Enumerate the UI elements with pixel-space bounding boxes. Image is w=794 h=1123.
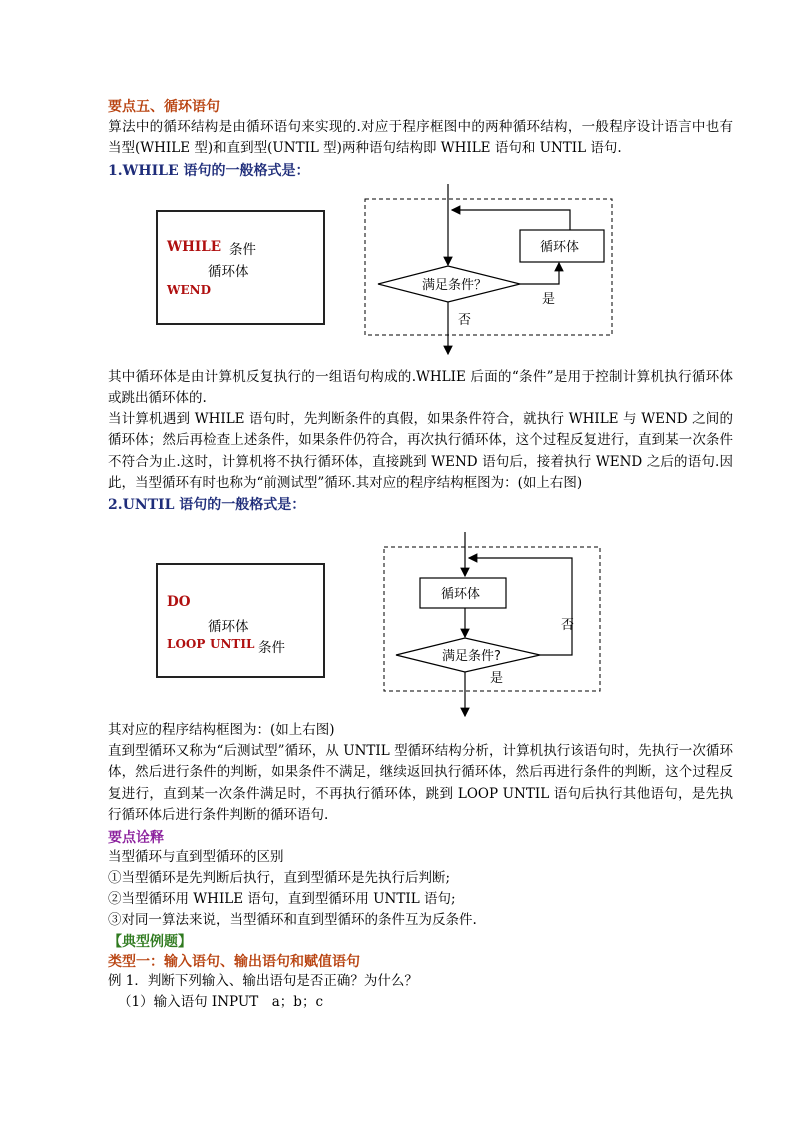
while-loop-body-label: 循环体 — [540, 240, 580, 255]
while-condition-label: 满足条件？ — [422, 278, 488, 293]
while-back-arrow — [452, 210, 570, 230]
until-loop-body-label: 循环体 — [441, 587, 481, 602]
example-type-1: 类型一：输入语句、输出语句和赋值语句 — [108, 954, 360, 970]
while-keyword: WHILE — [167, 239, 222, 255]
key-points-subtitle: 当型循环与直到型循环的区别 — [108, 849, 284, 865]
loop-keyword: LOOP — [167, 637, 206, 651]
until-yes-label: 是 — [490, 671, 504, 686]
until-condition-label: 满足条件? — [442, 649, 501, 664]
while-yes-label: 是 — [542, 292, 556, 307]
do-keyword: DO — [167, 594, 191, 610]
key-point-item: ③对同一算法来说，当型循环和直到型循环的条件互为反条件. — [108, 912, 477, 928]
while-para-1 — [108, 367, 733, 410]
while-dashed-frame — [365, 199, 612, 335]
key-points-title: 要点诠释 — [108, 830, 164, 846]
until-no-label: 否 — [561, 618, 575, 633]
until-keyword: UNTIL — [210, 637, 255, 651]
until-loop-body: 循环体 — [208, 619, 249, 635]
section-title: 要点五、循环语句 — [108, 99, 220, 115]
example-1-item-1: （1）输入语句 INPUT a；b；c — [118, 994, 324, 1010]
key-point-item: ①当型循环是先判断后执行，直到型循环是先执行后判断; — [108, 870, 451, 886]
until-condition: 条件 — [258, 640, 285, 656]
section-intro — [108, 117, 733, 160]
while-para-2-text: 当计算机遇到 WHILE 语句时，先判断条件的真假，如果条件符合，就执行 WHILE 与 WEND 之间的循环体；然后再检查上述条件，如果条件仍符合，再次执行循环体，这个过程反复进行，直到某一次条件不符合为止.这时，计算机将不执行循环体，直接跳到 WEND 语句后，接着执行 WEND 之后的语句.因此，当型循环有时也称为“前测试型”循环.其对应的程序结构框图为：(如上右图) — [108, 411, 733, 491]
while-flowchart — [360, 180, 620, 360]
examples-title: 【典型例题】 — [108, 934, 192, 950]
until-flowchart — [378, 530, 608, 720]
key-point-item: ②当型循环用 WHILE 语句，直到型循环用 UNTIL 语句; — [108, 891, 456, 907]
while-heading: 1.WHILE 语句的一般格式是： — [108, 163, 310, 179]
wend-keyword: WEND — [167, 283, 211, 297]
while-code-box — [156, 210, 325, 325]
while-no-label: 否 — [458, 313, 472, 328]
while-yes-arrow — [520, 263, 559, 284]
while-loop-body: 循环体 — [208, 264, 249, 280]
while-condition: 条件 — [229, 242, 256, 258]
section-intro-text: 算法中的循环结构是由循环语句来实现的.对应于程序框图中的两种循环结构，一般程序设计语言中也有当型(WHILE 型)和直到型(UNTIL 型)两种语句结构即 WHILE 语句和 UNTIL 语句. — [108, 119, 733, 157]
until-code-box — [156, 563, 325, 678]
example-1: 例 1．判断下列输入、输出语句是否正确？为什么？ — [108, 973, 418, 989]
until-para-1: 其对应的程序结构框图为：(如上右图) — [108, 722, 335, 738]
while-para-2 — [108, 409, 733, 494]
while-para-1-text: 其中循环体是由计算机反复执行的一组语句构成的.WHLIE 后面的“条件”是用于控制计算机执行循环体或跳出循环体的. — [108, 369, 733, 407]
until-heading: 2.UNTIL 语句的一般格式是： — [108, 497, 306, 513]
until-para-2: 直到型循环又称为“后测试型”循环，从 UNTIL 型循环结构分析，计算机执行该语句时，先执行一次循环体，然后进行条件的判断，如果条件不满足，继续返回执行循环体，然后再进行条件的判断，这个过程反复进行，直到某一次条件满足时，不再执行循环体，跳到 LOOP UNTIL 语句后执行其他语句，是先执行循环体后进行条件判断的循环语句. — [108, 743, 733, 823]
